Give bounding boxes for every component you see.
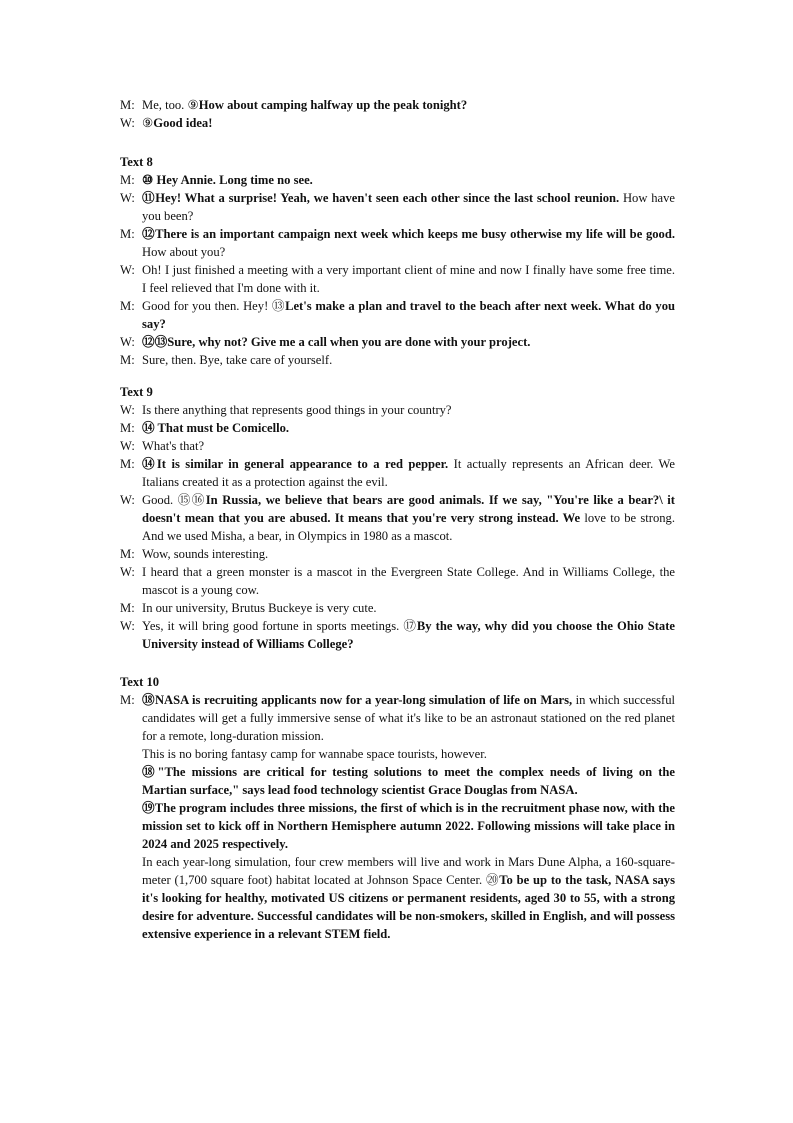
- dialogue-line: [120, 491, 675, 545]
- line-text: [142, 691, 675, 745]
- text-run: In our university, Brutus Buckeye is very cute.: [142, 601, 377, 615]
- text-run: Good for you then. Hey! ⑬: [142, 299, 286, 313]
- line-text: [142, 96, 675, 114]
- text-run: Good. ⑮⑯: [142, 493, 206, 507]
- speaker-label: W:: [120, 493, 135, 507]
- line-text: [142, 617, 675, 653]
- prelude-dialogue: [120, 96, 675, 132]
- line-text: [142, 171, 675, 189]
- text10-section: [120, 673, 675, 943]
- line-text: [142, 114, 675, 132]
- monologue-paragraph: [120, 745, 675, 763]
- line-text: [142, 189, 675, 225]
- line-text: [142, 419, 675, 437]
- text-run-bold: Good idea!: [153, 116, 213, 130]
- line-text: [142, 437, 675, 455]
- dialogue-line: [120, 545, 675, 563]
- text-run: Wow, sounds interesting.: [142, 547, 269, 561]
- text-run: How about you?: [142, 245, 226, 259]
- dialogue-line: [120, 225, 675, 261]
- text10-paragraphs: [120, 745, 675, 943]
- line-text: [142, 351, 675, 369]
- monologue-paragraph: [120, 853, 675, 943]
- dialogue-line: [120, 617, 675, 653]
- speaker-label: M:: [120, 693, 135, 707]
- dialogue-line: [120, 419, 675, 437]
- line-text: [142, 401, 675, 419]
- text-run: This is no boring fantasy camp for wannabe space tourists, however.: [142, 747, 487, 761]
- line-text: [142, 563, 675, 599]
- text-run: I heard that a green monster is a mascot in the Evergreen State College. And in Williams College, the mascot is a young cow.: [142, 565, 675, 597]
- line-text: [142, 599, 675, 617]
- speaker-label: W:: [120, 439, 135, 453]
- text-run: Is there anything that represents good things in your country?: [142, 403, 452, 417]
- text8-lines: [120, 171, 675, 369]
- text9-section: [120, 383, 675, 653]
- speaker-label: M:: [120, 353, 135, 367]
- text-run: It actually represents an African deer. We Italians created it as a protection against the evil.: [142, 457, 676, 489]
- text-run-bold: To be up to the task, NASA says it's looking for healthy, motivated US citizens or permanent residents, aged 30 to 55, with a strong desire for adventure. Successful candidates will be non-smokers, skilled in English, and will possess extensive experience in a relevant STEM field.: [142, 873, 675, 941]
- dialogue-line: [120, 401, 675, 419]
- speaker-label: M:: [120, 173, 135, 187]
- line-text: [142, 261, 675, 297]
- text-run: in which successful candidates will get a fully immersive sense of what it's like to be an astronaut stationed on the red planet for a remote, long-duration mission.: [142, 693, 675, 743]
- text-run: Yes, it will bring good fortune in sports meetings. ⑰: [142, 619, 417, 633]
- dialogue-line: [120, 599, 675, 617]
- text-run: What's that?: [142, 439, 205, 453]
- speaker-label: W:: [120, 116, 135, 130]
- dialogue-line: [120, 297, 675, 333]
- text-run-bold: ⑱NASA is recruiting applicants now for a year-long simulation of life on Mars,: [142, 693, 573, 707]
- dialogue-line: [120, 96, 675, 114]
- text-run-bold: ⑭ That must be Comicello.: [142, 421, 290, 435]
- section-heading: Text 9: [120, 385, 153, 399]
- text-run-bold: ⑫⑬Sure, why not? Give me a call when you are done with your project.: [142, 335, 531, 349]
- speaker-label: M:: [120, 457, 135, 471]
- dialogue-line: [120, 189, 675, 225]
- text-run-bold: Let's make a plan and travel to the beach after next week. What do you say?: [142, 299, 675, 331]
- dialogue-line: [120, 437, 675, 455]
- text-run: Me, too. ⑨: [142, 98, 199, 112]
- line-text: [142, 491, 675, 545]
- dialogue-line: [120, 261, 675, 297]
- text-run: How have you been?: [142, 191, 675, 223]
- line-text: [142, 297, 675, 333]
- speaker-label: W:: [120, 335, 135, 349]
- dialogue-line: [120, 114, 675, 132]
- line-text: [142, 455, 675, 491]
- text-run-bold: By the way, why did you choose the Ohio State University instead of Williams College?: [142, 619, 675, 651]
- speaker-label: M:: [120, 421, 135, 435]
- text-run-bold: ⑩ Hey Annie. Long time no see.: [142, 173, 313, 187]
- line-text: [142, 545, 675, 563]
- text-run-bold: ⑱"The missions are critical for testing solutions to meet the complex needs of living on the Martian surface," says lead food technology scientist Grace Douglas from NASA.: [142, 765, 675, 797]
- speaker-label: M:: [120, 227, 135, 241]
- speaker-label: M:: [120, 547, 135, 561]
- text8-section: [120, 153, 675, 369]
- text-run: ⑨: [142, 116, 154, 130]
- line-text: [142, 333, 675, 351]
- text9-lines: [120, 401, 675, 653]
- dialogue-line: [120, 691, 675, 745]
- line-text: [142, 225, 675, 261]
- dialogue-line: [120, 351, 675, 369]
- speaker-label: M:: [120, 98, 135, 112]
- monologue-paragraph: [120, 799, 675, 853]
- text-run: Oh! I just finished a meeting with a very important client of mine and now I finally have some free time. I feel relieved that I'm done with it.: [142, 263, 675, 295]
- text-run: love to be strong. And we used Misha, a bear, in Olympics in 1980 as a mascot.: [142, 511, 676, 543]
- speaker-label: W:: [120, 619, 135, 633]
- speaker-label: W:: [120, 263, 135, 277]
- speaker-label: M:: [120, 601, 135, 615]
- dialogue-line: [120, 171, 675, 189]
- monologue-paragraph: [120, 763, 675, 799]
- speaker-label: W:: [120, 191, 135, 205]
- text-run: Sure, then. Bye, take care of yourself.: [142, 353, 333, 367]
- speaker-label: W:: [120, 403, 135, 417]
- text-run-bold: ⑲The program includes three missions, the first of which is in the recruitment phase now, with the mission set to kick off in Northern Hemisphere autumn 2022. Following missions will take place in 2024 and 2025 respectively.: [142, 801, 675, 851]
- dialogue-line: [120, 455, 675, 491]
- text-run-bold: How about camping halfway up the peak tonight?: [198, 98, 468, 112]
- text-run-bold: ⑭It is similar in general appearance to a red pepper.: [142, 457, 449, 471]
- text-run-bold: ⑫There is an important campaign next week which keeps me busy otherwise my life will be good.: [142, 227, 675, 241]
- text-run: In each year-long simulation, four crew members will live and work in Mars Dune Alpha, a 160-square-meter (1,700 square foot) habitat located at Johnson Space Center. ⑳: [142, 855, 675, 887]
- text-run-bold: In Russia, we believe that bears are good animals. If we say, "You're like a bear?\ it doesn't mean that you are abused. It means that you're very strong instead. We: [142, 493, 675, 525]
- dialogue-line: [120, 563, 675, 599]
- section-heading: Text 8: [120, 155, 153, 169]
- dialogue-line: [120, 333, 675, 351]
- speaker-label: M:: [120, 299, 135, 313]
- section-heading: Text 10: [120, 675, 160, 689]
- text-run-bold: ⑪Hey! What a surprise! Yeah, we haven't seen each other since the last school reunion.: [142, 191, 620, 205]
- speaker-label: W:: [120, 565, 135, 579]
